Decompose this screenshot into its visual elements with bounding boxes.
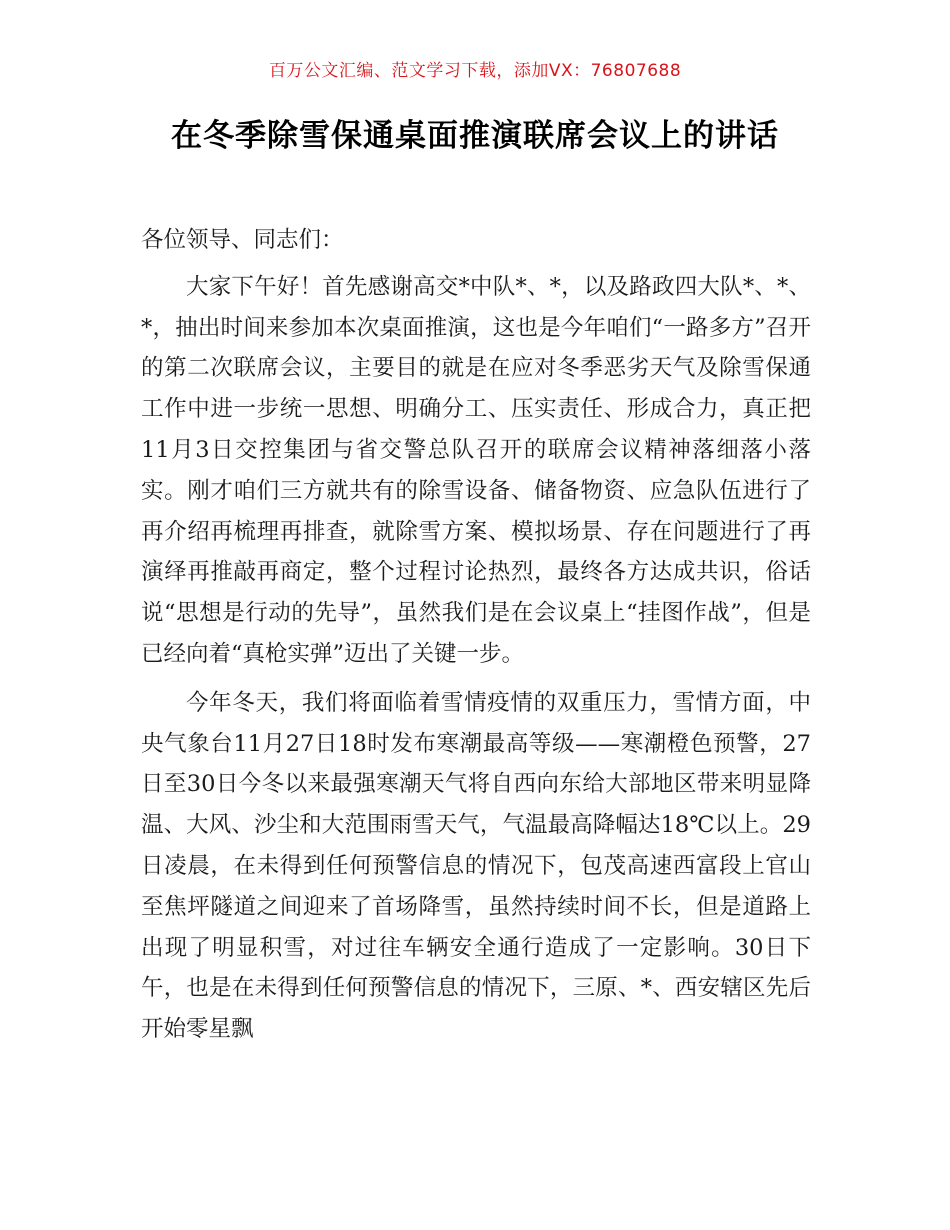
document-body xyxy=(141,220,811,1058)
salutation: 各位领导、同志们： xyxy=(141,227,344,253)
body-paragraph-2: 今年冬天，我们将面临着雪情疫情的双重压力，雪情方面，中央气象台11月27日18时发布寒潮最高等级——寒潮橙色预警，27日至30日今冬以来最强寒潮天气将自西向东给大部地区带来明显降温、大风、沙尘和大范围雨雪天气，气温最高降幅达18℃以上。29日凌晨，在未得到任何预警信息的情况下，包茂高速西富段上官山至焦坪隧道之间迎来了首场降雪，虽然持续时间不长，但是道路上出现了明显积雪，对过往车辆安全通行造成了一定影响。30日下午，也是在未得到任何预警信息的情况下，三原、*、西安辖区先后开始零星飘 xyxy=(141,689,811,1043)
document-title: 在冬季除雪保通桌面推演联席会议上的讲话 xyxy=(171,118,779,154)
body-paragraph-1: 大家下午好！首先感谢高交*中队*、*，以及路政四大队*、*、*，抽出时间来参加本次桌面推演，这也是今年咱们“一路多方”召开的第二次联席会议，主要目的就是在应对冬季恶劣天气及除雪保通工作中进一步统一思想、明确分工、压实责任、形成合力，真正把11月3日交控集团与省交警总队召开的联席会议精神落细落小落实。刚才咱们三方就共有的除雪设备、储备物资、应急队伍进行了再介绍再梳理再排查，就除雪方案、模拟场景、存在问题进行了再演绎再推敲再商定，整个过程讨论热烈，最终各方达成共识，俗话说“思想是行动的先导”，虽然我们是在会议桌上“挂图作战”，但是已经向着“真枪实弹”迈出了关键一步。 xyxy=(141,273,811,667)
watermark-banner: 百万公文汇编、范文学习下载，添加VX：76807688 xyxy=(268,61,682,81)
